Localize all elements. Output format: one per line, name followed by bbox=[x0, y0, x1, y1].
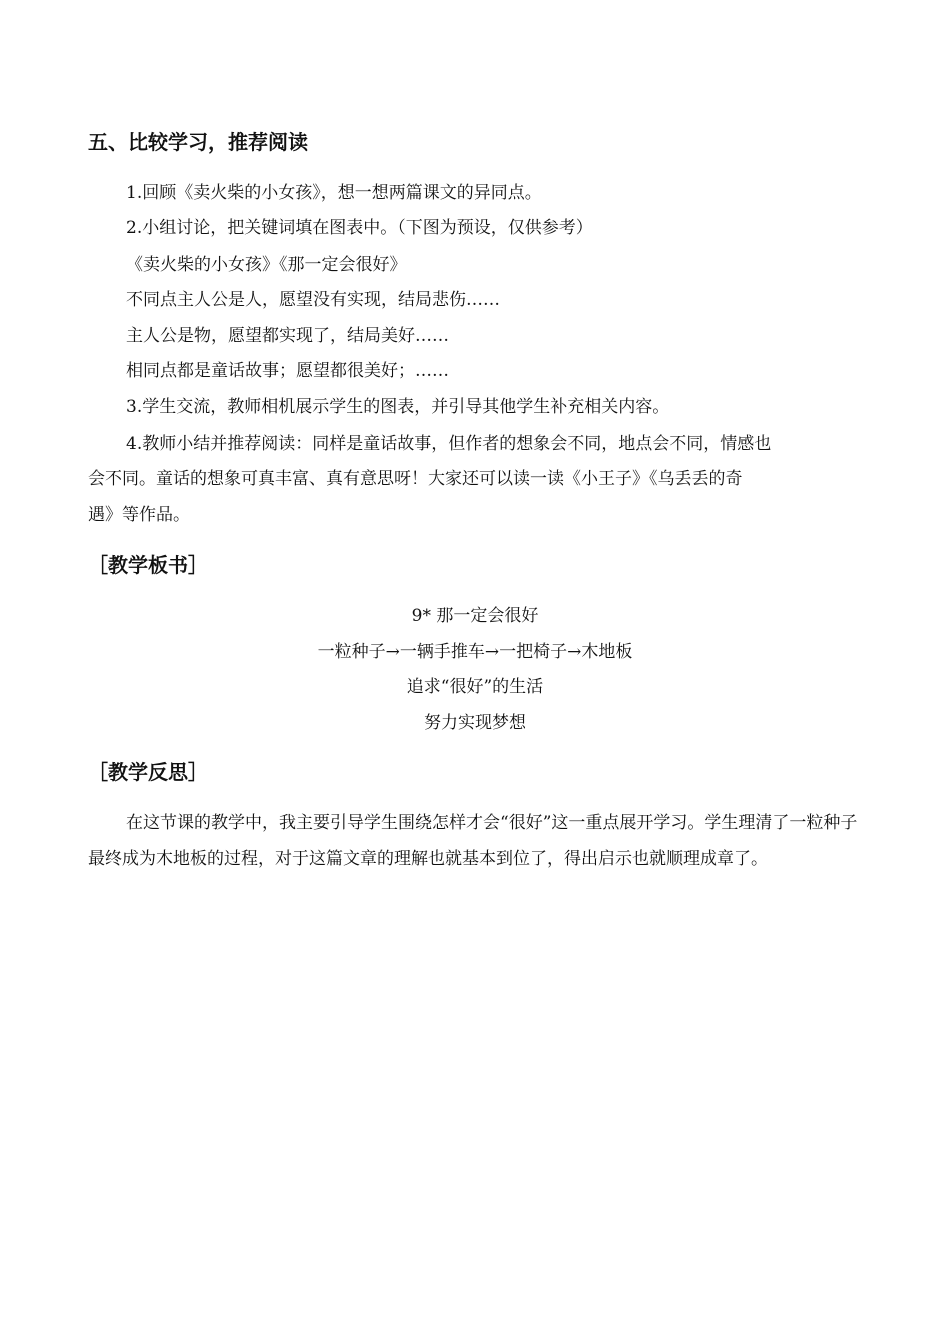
list-item-4: 4.教师小结并推荐阅读：同样是童话故事，但作者的想象会不同，地点会不同，情感也 bbox=[126, 434, 772, 454]
board-title: 9* 那一定会很好 bbox=[411, 606, 539, 626]
list-item-1: 1.回顾《卖火柴的小女孩》，想一想两篇课文的异同点。 bbox=[126, 183, 542, 203]
chart-titles: 《卖火柴的小女孩》《那一定会很好》 bbox=[126, 255, 407, 275]
similarity-row: 相同点都是童话故事；愿望都很美好；…… bbox=[126, 361, 449, 381]
reflection-paragraph: 在这节课的教学中，我主要引导学生围绕怎样才会“很好”这一重点展开学习。学生理清了一粒种子最终成为木地板的过程，对于这篇文章的理解也就基本到位了，得出启示也就顺理成章了。 bbox=[88, 813, 858, 869]
list-item-3: 3.学生交流，教师相机展示学生的图表，并引导其他学生补充相关内容。 bbox=[126, 397, 670, 417]
board-chain: 一粒种子→一辆手推车→一把椅子→木地板 bbox=[317, 642, 633, 662]
difference-row-2: 主人公是物，愿望都实现了，结局美好…… bbox=[126, 326, 449, 346]
list-item-4-cont: 会不同。童话的想象可真丰富、真有意思呀！大家还可以读一读《小王子》《乌丢丢的奇 bbox=[88, 469, 743, 489]
board-line-3: 追求“很好”的生活 bbox=[406, 677, 544, 697]
list-item-4-end: 遇》等作品。 bbox=[88, 505, 190, 525]
board-heading: ［教学板书］ bbox=[88, 553, 208, 577]
reflection-heading: ［教学反思］ bbox=[88, 760, 208, 784]
section-heading: 五、比较学习，推荐阅读 bbox=[88, 130, 308, 154]
list-item-2: 2.小组讨论，把关键词填在图表中。（下图为预设，仅供参考） bbox=[126, 218, 593, 238]
difference-row-1: 不同点主人公是人，愿望没有实现，结局悲伤…… bbox=[126, 290, 500, 310]
board-line-4: 努力实现梦想 bbox=[424, 713, 526, 733]
